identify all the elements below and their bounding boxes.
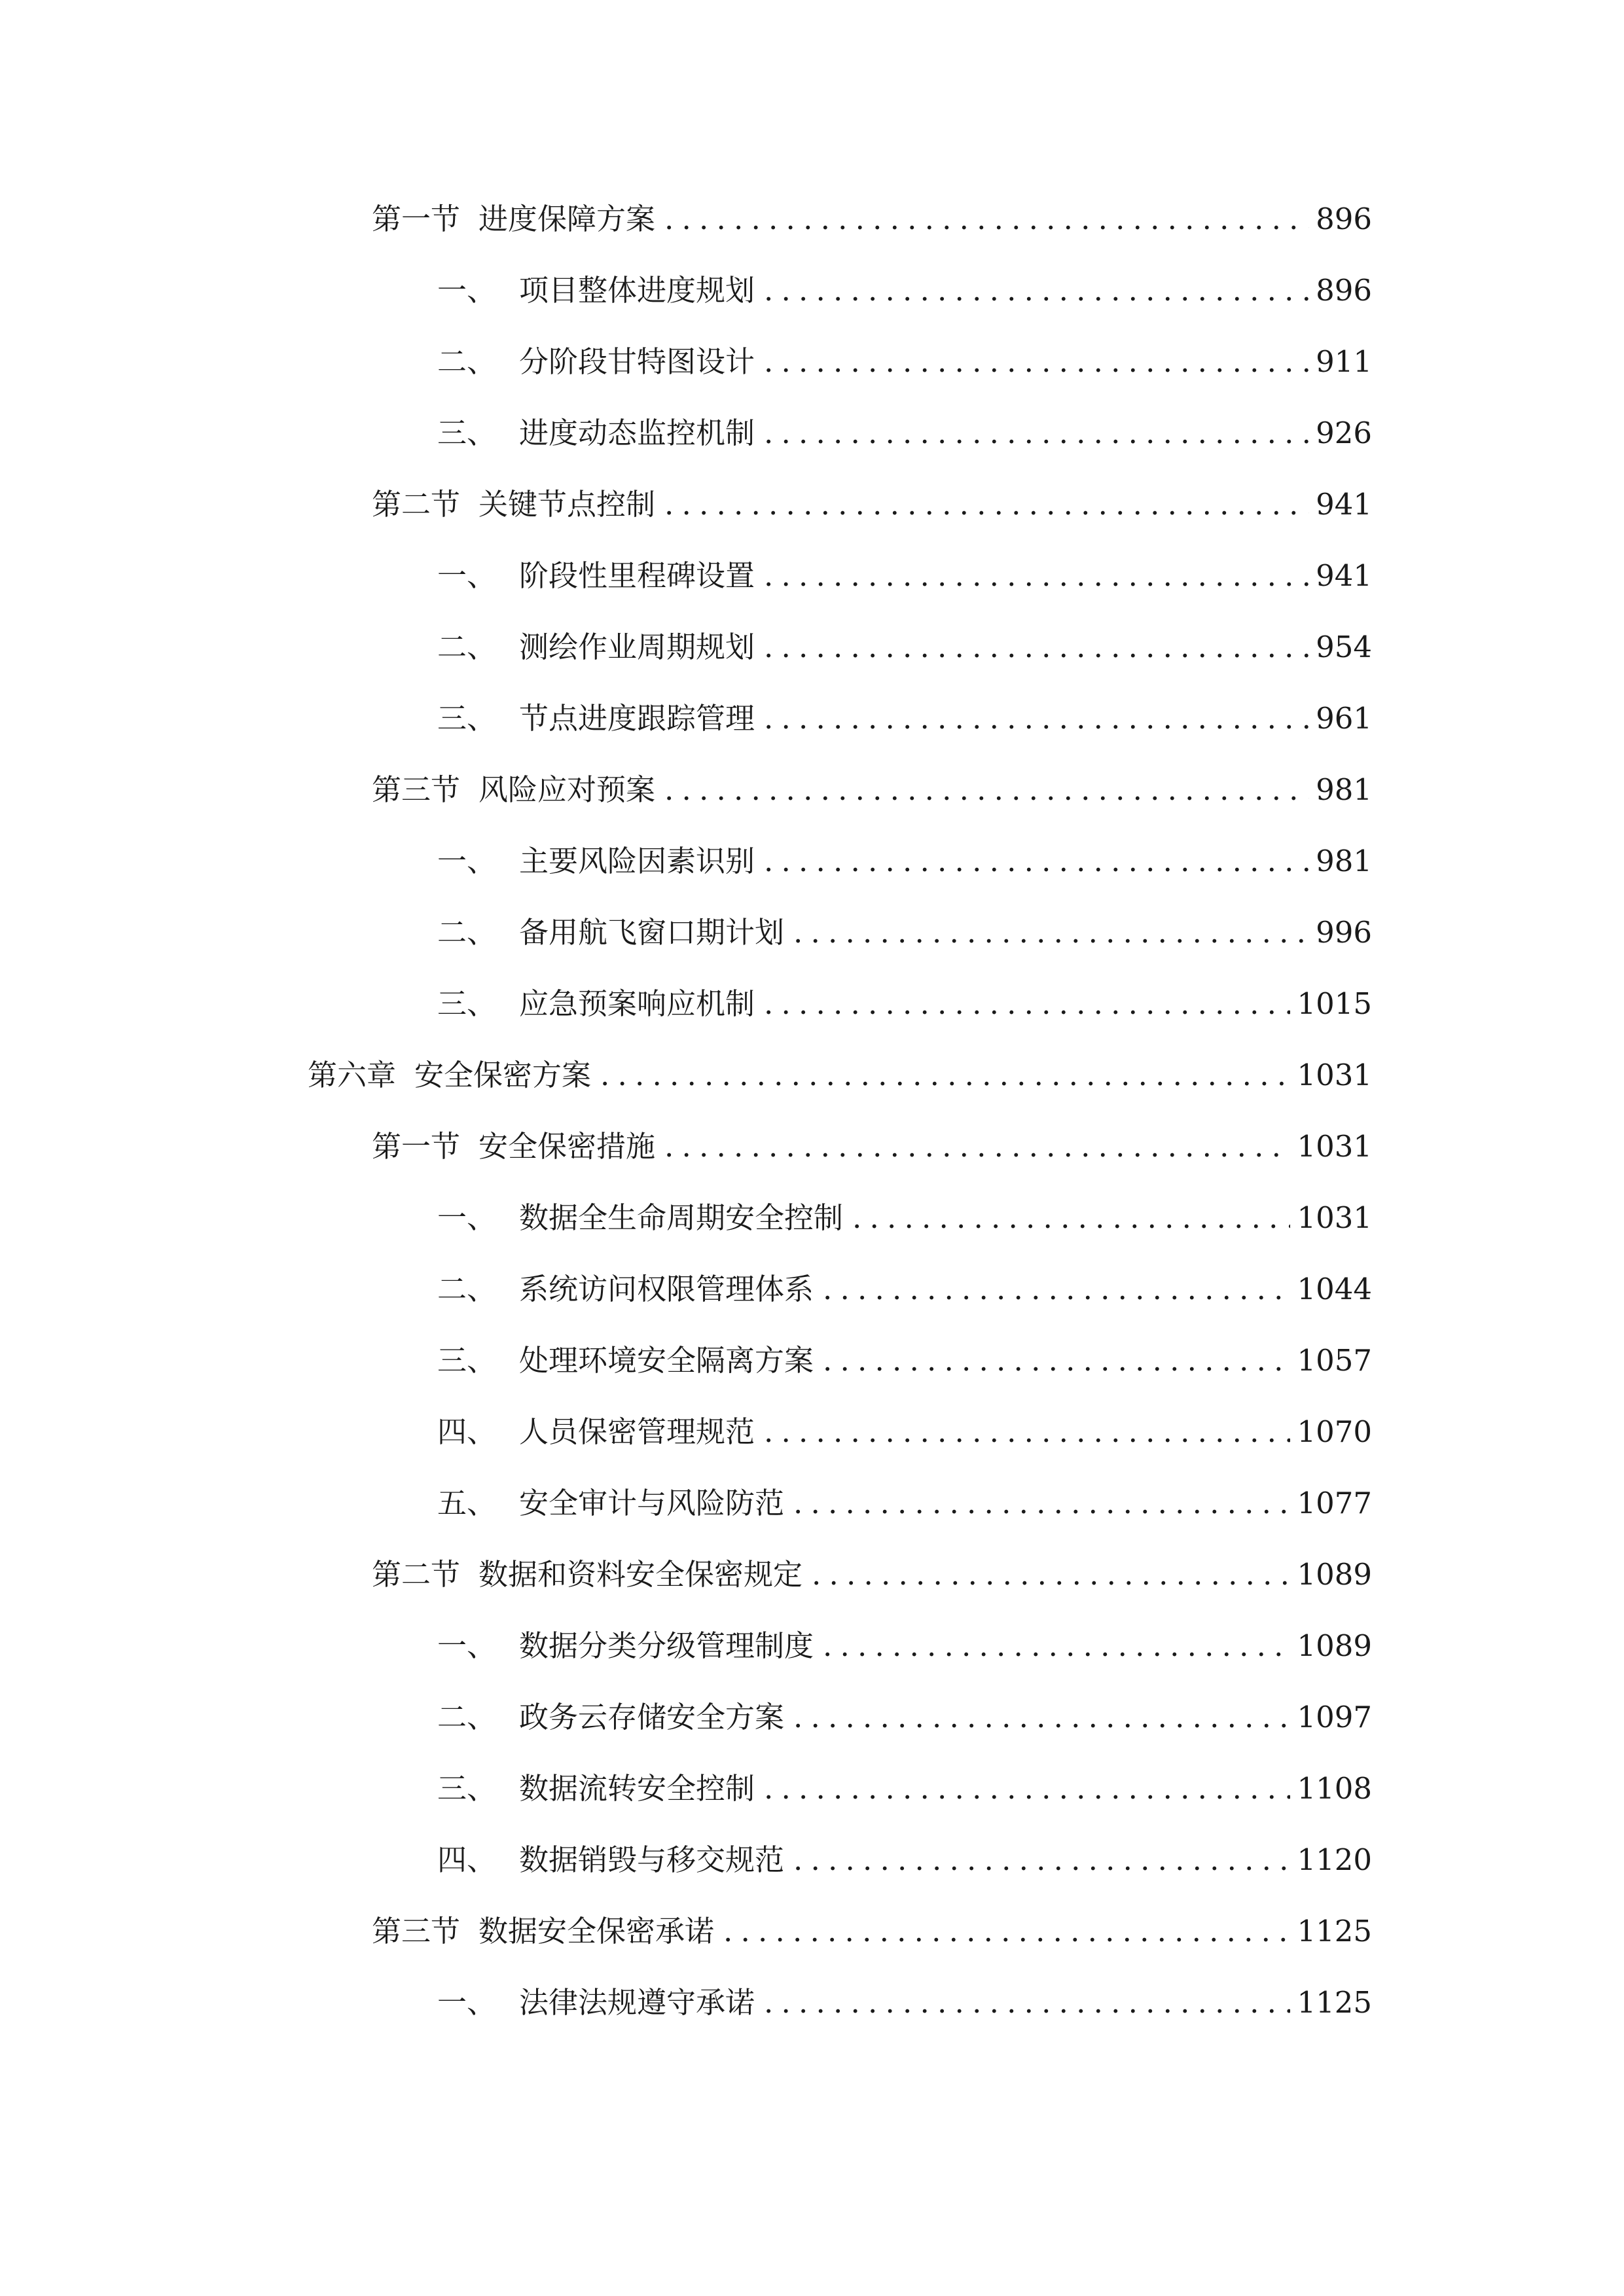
toc-dot-leader — [764, 1980, 1290, 2026]
toc-page-number: 981 — [1316, 844, 1372, 878]
toc-page-number: 896 — [1316, 202, 1372, 236]
toc-entry[interactable] — [437, 981, 1372, 1027]
toc-entry[interactable] — [372, 1124, 1372, 1170]
toc-dot-leader — [664, 767, 1309, 813]
toc-entry[interactable] — [437, 1766, 1372, 1812]
toc-page-number: 1097 — [1297, 1700, 1372, 1734]
toc-dot-leader — [823, 1266, 1290, 1312]
toc-entry-number: 二、 — [437, 1700, 497, 1734]
toc-dot-leader — [823, 1623, 1290, 1669]
toc-entry[interactable] — [437, 910, 1372, 956]
toc-entry-number: 一、 — [437, 273, 497, 308]
toc-dot-leader — [764, 1766, 1290, 1812]
toc-entry-title: 进度保障方案 — [478, 202, 656, 236]
toc-page-number: 1089 — [1297, 1557, 1372, 1592]
toc-page-number: 1031 — [1297, 1129, 1372, 1164]
toc-entry-number: 二、 — [437, 344, 497, 379]
toc-dot-leader — [764, 1409, 1290, 1455]
toc-entry-title: 项目整体进度规划 — [519, 273, 755, 308]
toc-page-number: 1070 — [1297, 1414, 1372, 1449]
toc-page-number: 961 — [1316, 701, 1372, 736]
toc-entry-number: 第一节 — [372, 202, 461, 236]
toc-entry-title: 处理环境安全隔离方案 — [519, 1343, 814, 1378]
toc-entry-title: 数据流转安全控制 — [519, 1771, 755, 1806]
toc-dot-leader — [793, 1480, 1290, 1526]
toc-dot-leader — [793, 1695, 1290, 1740]
toc-entry-number: 一、 — [437, 558, 497, 593]
toc-entry-number: 二、 — [437, 915, 497, 950]
toc-dot-leader — [664, 482, 1309, 528]
toc-dot-leader — [764, 410, 1309, 456]
toc-entry[interactable] — [437, 838, 1372, 884]
toc-entry-title: 进度动态监控机制 — [519, 416, 755, 450]
toc-dot-leader — [764, 553, 1309, 599]
toc-page-number: 954 — [1316, 630, 1372, 664]
toc-dot-leader — [664, 1124, 1290, 1170]
toc-entry[interactable] — [437, 1409, 1372, 1455]
toc-page-number: 996 — [1316, 915, 1372, 950]
toc-dot-leader — [793, 1837, 1290, 1883]
toc-entry-number: 三、 — [437, 1343, 497, 1378]
toc-page-number: 941 — [1316, 487, 1372, 522]
toc-entry[interactable] — [437, 553, 1372, 599]
toc-entry-number: 一、 — [437, 1200, 497, 1235]
toc-dot-leader — [764, 339, 1309, 385]
toc-entry-title: 安全保密措施 — [478, 1129, 656, 1164]
toc-entry-number: 第二节 — [372, 1557, 461, 1592]
toc-entry-title: 备用航飞窗口期计划 — [519, 915, 785, 950]
toc-page-number: 1120 — [1297, 1842, 1372, 1877]
toc-entry-number: 第六章 — [308, 1058, 397, 1092]
toc-entry-number: 第三节 — [372, 772, 461, 807]
toc-page-number: 926 — [1316, 416, 1372, 450]
toc-entry-title: 数据销毁与移交规范 — [519, 1842, 785, 1877]
toc-dot-leader — [723, 1909, 1290, 1954]
toc-dot-leader — [764, 981, 1290, 1027]
toc-entry[interactable] — [437, 1837, 1372, 1883]
toc-entry-number: 三、 — [437, 416, 497, 450]
toc-page-number: 1044 — [1297, 1272, 1372, 1306]
toc-entry-title: 测绘作业周期规划 — [519, 630, 755, 664]
toc-entry-title: 政务云存储安全方案 — [519, 1700, 785, 1734]
toc-entry-number: 三、 — [437, 1771, 497, 1806]
toc-page-number: 1057 — [1297, 1343, 1372, 1378]
toc-entry-title: 安全审计与风险防范 — [519, 1486, 785, 1520]
toc-entry-number: 四、 — [437, 1414, 497, 1449]
toc-entry-title: 风险应对预案 — [478, 772, 656, 807]
toc-entry[interactable] — [437, 1338, 1372, 1384]
toc-entry[interactable] — [372, 482, 1372, 528]
toc-page-number: 1015 — [1297, 986, 1372, 1021]
toc-entry[interactable] — [437, 624, 1372, 670]
toc-entry-title: 数据分类分级管理制度 — [519, 1628, 814, 1663]
toc-dot-leader — [852, 1195, 1290, 1241]
toc-page-number: 1031 — [1297, 1200, 1372, 1235]
toc-page-number: 1077 — [1297, 1486, 1372, 1520]
toc-dot-leader — [764, 624, 1309, 670]
toc-page-number: 1031 — [1297, 1058, 1372, 1092]
toc-dot-leader — [764, 838, 1309, 884]
toc-entry-title: 阶段性里程碑设置 — [519, 558, 755, 593]
toc-entry-title: 关键节点控制 — [478, 487, 656, 522]
toc-entry[interactable] — [437, 1195, 1372, 1241]
toc-entry-title: 数据全生命周期安全控制 — [519, 1200, 844, 1235]
toc-page-number: 981 — [1316, 772, 1372, 807]
toc-page-number: 1089 — [1297, 1628, 1372, 1663]
toc-dot-leader — [600, 1052, 1290, 1098]
toc-entry-number: 第一节 — [372, 1129, 461, 1164]
toc-entry-number: 三、 — [437, 986, 497, 1021]
toc-entry-number: 二、 — [437, 630, 497, 664]
toc-entry[interactable] — [372, 1552, 1372, 1598]
toc-entry[interactable] — [437, 696, 1372, 742]
toc-entry-title: 安全保密方案 — [414, 1058, 592, 1092]
toc-entry[interactable] — [372, 196, 1372, 242]
toc-page-number: 911 — [1316, 344, 1372, 379]
toc-entry-number: 五、 — [437, 1486, 497, 1520]
toc-entry[interactable] — [437, 410, 1372, 456]
toc-dot-leader — [823, 1338, 1290, 1384]
toc-entry[interactable] — [372, 1909, 1372, 1954]
toc-page-number: 896 — [1316, 273, 1372, 308]
toc-entry-title: 人员保密管理规范 — [519, 1414, 755, 1449]
toc-entry-number: 三、 — [437, 701, 497, 736]
toc-dot-leader — [664, 196, 1309, 242]
toc-entry-number: 二、 — [437, 1272, 497, 1306]
toc-entry[interactable] — [308, 1052, 1372, 1098]
toc-entry[interactable] — [437, 1480, 1372, 1526]
toc-page-number: 941 — [1316, 558, 1372, 593]
toc-entry-title: 应急预案响应机制 — [519, 986, 755, 1021]
toc-dot-leader — [793, 910, 1309, 956]
toc-entry-number: 第二节 — [372, 487, 461, 522]
toc-page-number: 1125 — [1297, 1985, 1372, 2020]
toc-entry[interactable] — [372, 767, 1372, 813]
toc-entry-title: 数据安全保密承诺 — [478, 1914, 715, 1948]
toc-entry-title: 系统访问权限管理体系 — [519, 1272, 814, 1306]
toc-entry-title: 节点进度跟踪管理 — [519, 701, 755, 736]
toc-entry-title: 数据和资料安全保密规定 — [478, 1557, 803, 1592]
toc-entry-title: 法律法规遵守承诺 — [519, 1985, 755, 2020]
toc-entry-title: 主要风险因素识别 — [519, 844, 755, 878]
toc-entry[interactable] — [437, 268, 1372, 314]
toc-dot-leader — [812, 1552, 1290, 1598]
toc-entry-title: 分阶段甘特图设计 — [519, 344, 755, 379]
toc-page-number: 1125 — [1297, 1914, 1372, 1948]
toc-entry-number: 一、 — [437, 1628, 497, 1663]
toc-entry[interactable] — [437, 339, 1372, 385]
toc-entry[interactable] — [437, 1623, 1372, 1669]
toc-entry[interactable] — [437, 1980, 1372, 2026]
toc-entry-number: 一、 — [437, 1985, 497, 2020]
toc-entry-number: 第三节 — [372, 1914, 461, 1948]
toc-page-number: 1108 — [1297, 1771, 1372, 1806]
toc-dot-leader — [764, 696, 1309, 742]
toc-entry[interactable] — [437, 1695, 1372, 1740]
toc-entry-number: 一、 — [437, 844, 497, 878]
toc-entry[interactable] — [437, 1266, 1372, 1312]
toc-dot-leader — [764, 268, 1309, 314]
toc-entry-number: 四、 — [437, 1842, 497, 1877]
